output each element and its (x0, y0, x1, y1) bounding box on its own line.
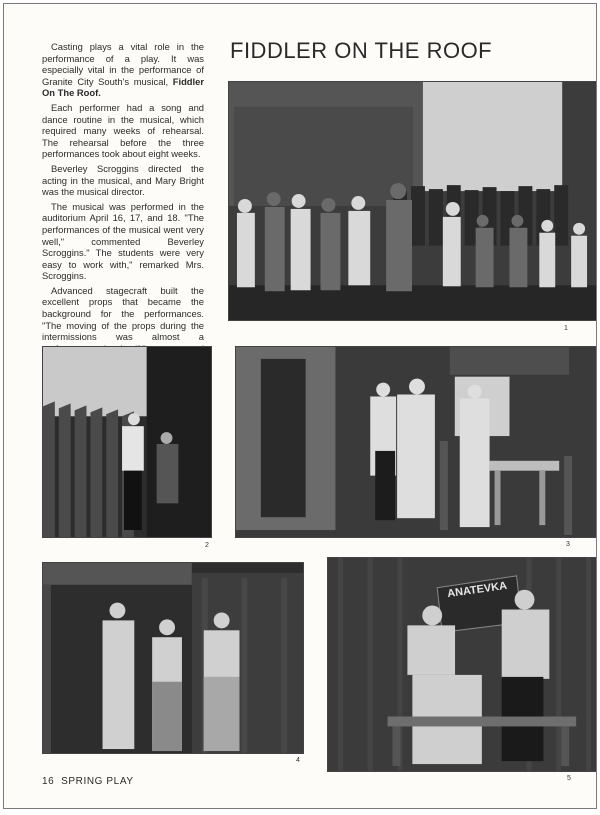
article-paragraph-4: The musical was performed in the auditorium April 16, 17, and 18. "The performances of the musical went very well," commented Beverley Scroggins." The students were very easy to work with," remarked Mrs. Scroggins. (42, 200, 204, 282)
article-text (42, 41, 204, 369)
page-footer (42, 776, 134, 787)
article-paragraph-2: Each performer had a song and dance routine in the musical, which required many weeks of rehearsal. The rehearsal before the three performances took about eight weeks. (42, 101, 204, 160)
photo-three-girls (42, 562, 304, 754)
article-paragraph-5: Advanced stagecraft built the excellent props that became the background for the performances. "The moving of the props during the intermissions was almost a (42, 284, 204, 343)
caption-1: 1 (564, 325, 568, 332)
page-title: FIDDLER ON THE ROOF (230, 38, 493, 63)
anatevka-sign-text: ANATEVKA (446, 579, 508, 601)
photo-kitchen (235, 346, 597, 538)
photo-couple-bench (327, 557, 597, 772)
photo-dancers (42, 346, 212, 538)
article-paragraph-1 (42, 41, 204, 99)
caption-5: 5 (567, 775, 571, 782)
musical-title-bold: Fiddler On The Roof. (42, 75, 204, 99)
caption-2: 2 (205, 542, 209, 549)
yearbook-page (3, 3, 597, 809)
photo-cast (228, 81, 597, 321)
paragraph-1-text: Casting plays a vital role in the performance of a play. It was especially vital in the performance of Granite City South's musical, (42, 41, 204, 87)
section-name: SPRING PLAY (61, 776, 134, 787)
page-number: 16 (42, 776, 55, 787)
article-paragraph-3: Beverley Scroggins directed the acting in the musical, and Mary Bright was the musical director. (42, 162, 204, 198)
caption-4: 4 (296, 757, 300, 764)
caption-3: 3 (566, 541, 570, 548)
